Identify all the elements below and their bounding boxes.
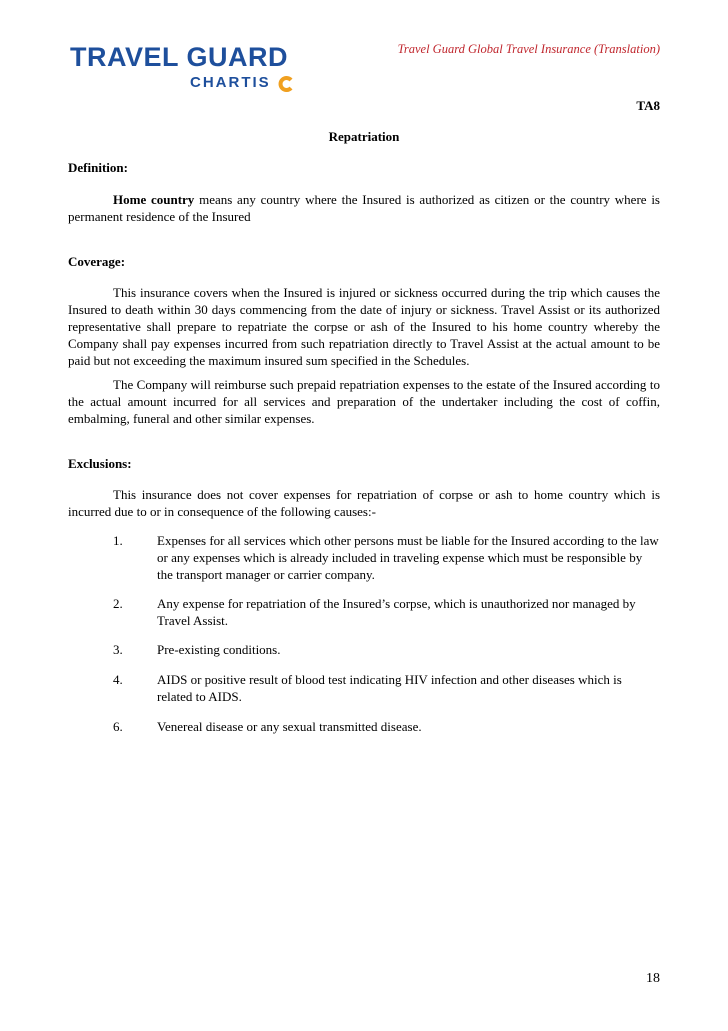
- exclusions-intro-text: This insurance does not cover expenses for repatriation of corpse or ash to home country which is incurred due to or in consequence of the following causes:-: [68, 487, 660, 519]
- exclusion-item: [113, 641, 660, 658]
- exclusion-item: [113, 595, 660, 629]
- exclusion-item: [113, 532, 660, 583]
- section-title: Repatriation: [328, 129, 400, 144]
- coverage-text-2: The Company will reimburse such prepaid repatriation expenses to the estate of the Insured according to the actual amount incurred for all services and preparation of the undertaker including the cost of coffin, embalming, funeral and other similar expenses.: [68, 377, 660, 426]
- exclusion-item-number: 2.: [113, 596, 123, 611]
- exclusions-intro: [68, 486, 660, 520]
- chartis-logo-icon: [278, 76, 294, 92]
- logo-travel-guard: TRAVEL GUARD: [70, 42, 289, 72]
- exclusion-item: [113, 718, 660, 735]
- page-number: 18: [646, 971, 660, 986]
- exclusion-item-number: 6.: [113, 719, 123, 734]
- exclusion-item-number: 4.: [113, 672, 123, 687]
- exclusion-item: [113, 671, 660, 705]
- section-code: TA8: [636, 98, 660, 113]
- exclusions-heading: Exclusions:: [68, 456, 132, 471]
- logo-chartis: CHARTIS: [190, 74, 271, 91]
- exclusion-item-text: Any expense for repatriation of the Insured’s corpse, which is unauthorized nor managed by Travel Assist.: [157, 596, 636, 628]
- definition-term: Home country: [113, 192, 195, 207]
- exclusion-item-number: 3.: [113, 642, 123, 657]
- document-header-title: Travel Guard Global Travel Insurance (Translation): [397, 42, 660, 56]
- exclusion-item-text: AIDS or positive result of blood test indicating HIV infection and other diseases which is related to AIDS.: [157, 672, 622, 704]
- coverage-paragraph-1: [68, 284, 660, 369]
- definition-heading: Definition:: [68, 160, 128, 175]
- coverage-paragraph-2: [68, 376, 660, 427]
- coverage-text-1: This insurance covers when the Insured is injured or sickness occurred during the trip which causes the Insured to death within 30 days commencing from the date of injury or sickness. Travel Assist or its authorized representative shall prepare to repatriate the corpse or ash of the Insured to his home country whereby the Company shall pay expenses incurred from such repatriation directly to Travel Assist at the actual amount to be paid but not exceeding the maximum insured sum specified in the Schedules.: [68, 285, 660, 368]
- exclusion-item-text: Pre-existing conditions.: [157, 642, 281, 657]
- definition-text: means any country where the Insured is authorized as citizen or the country where is permanent residence of the Insured: [68, 192, 660, 224]
- exclusion-item-number: 1.: [113, 533, 123, 548]
- exclusion-item-text: Expenses for all services which other persons must be liable for the Insured according to the law or any expenses which is already included in traveling expense which must be responsible by the transport manager or carrier company.: [157, 533, 659, 582]
- exclusion-item-text: Venereal disease or any sexual transmitted disease.: [157, 719, 422, 734]
- definition-paragraph: [68, 191, 660, 225]
- coverage-heading: Coverage:: [68, 254, 126, 269]
